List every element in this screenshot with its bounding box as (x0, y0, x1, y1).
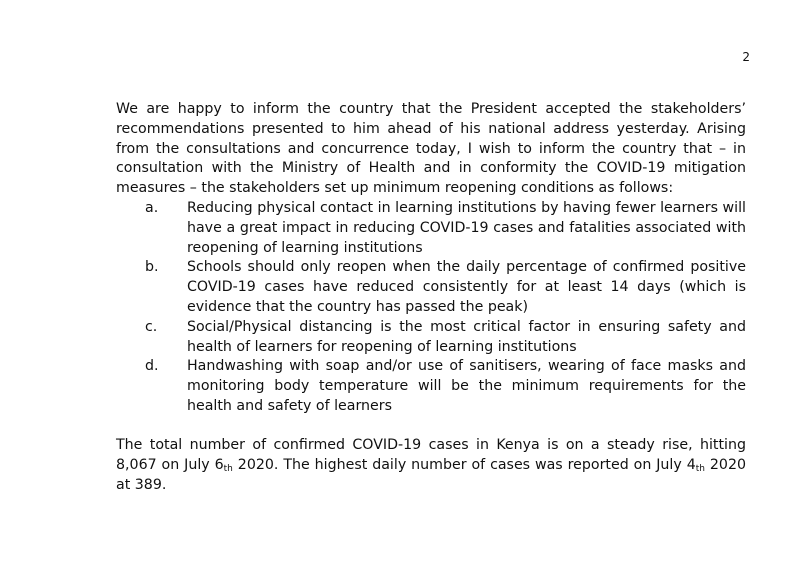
list-item (116, 357, 746, 416)
list-item-text: Reducing physical contact in learning institutions by having fewer learners will have a great impact in reducing COVID-19 cases and fatalities associated with reopening of learning institutions (187, 200, 746, 256)
reopening-conditions-list (116, 199, 746, 417)
list-marker: d. (145, 358, 159, 375)
list-item (116, 318, 746, 358)
list-marker: a. (145, 200, 159, 216)
intro-paragraph: We are happy to inform the country that the President accepted the stakeholders’ recommendations presented to him ahead of his national address yesterday. Arising from the consultations and concurrence today, I wish to inform the country that – in consultation with the Ministry of Health and in conformity the COVID-19 mitigation measures – the stakeholders set up minimum reopening conditions as follows: (116, 101, 746, 197)
closing-paragraph (116, 436, 746, 495)
list-marker: c. (145, 318, 158, 335)
ordinal-suffix: th (223, 463, 233, 474)
closing-text-part: 2020. The highest daily number of cases was reported on July 4 (232, 456, 696, 473)
list-item-text: Handwashing with soap and/or use of sanitisers, wearing of face masks and monitoring body temperature will be the minimum requirements for the health and safety of learners (187, 358, 746, 414)
list-item-text: Schools should only reopen when the daily percentage of confirmed positive COVID-19 cases have reduced consistently for at least 14 days (which is evidence that the country has passed the peak) (187, 259, 746, 315)
list-marker: b. (145, 259, 159, 276)
closing-text-part: The total number of confirmed COVID-19 cases in Kenya is on a steady rise, hitting 8,067 on July 6 (116, 437, 746, 473)
ordinal-suffix: th (695, 463, 705, 474)
list-item (116, 258, 746, 317)
closing-text-part: 2020 at 389. (116, 456, 746, 493)
list-item-text: Social/Physical distancing is the most critical factor in ensuring safety and health of learners for reopening of learning institutions (187, 318, 746, 355)
page-number: 2 (742, 50, 750, 64)
list-item (116, 199, 746, 258)
